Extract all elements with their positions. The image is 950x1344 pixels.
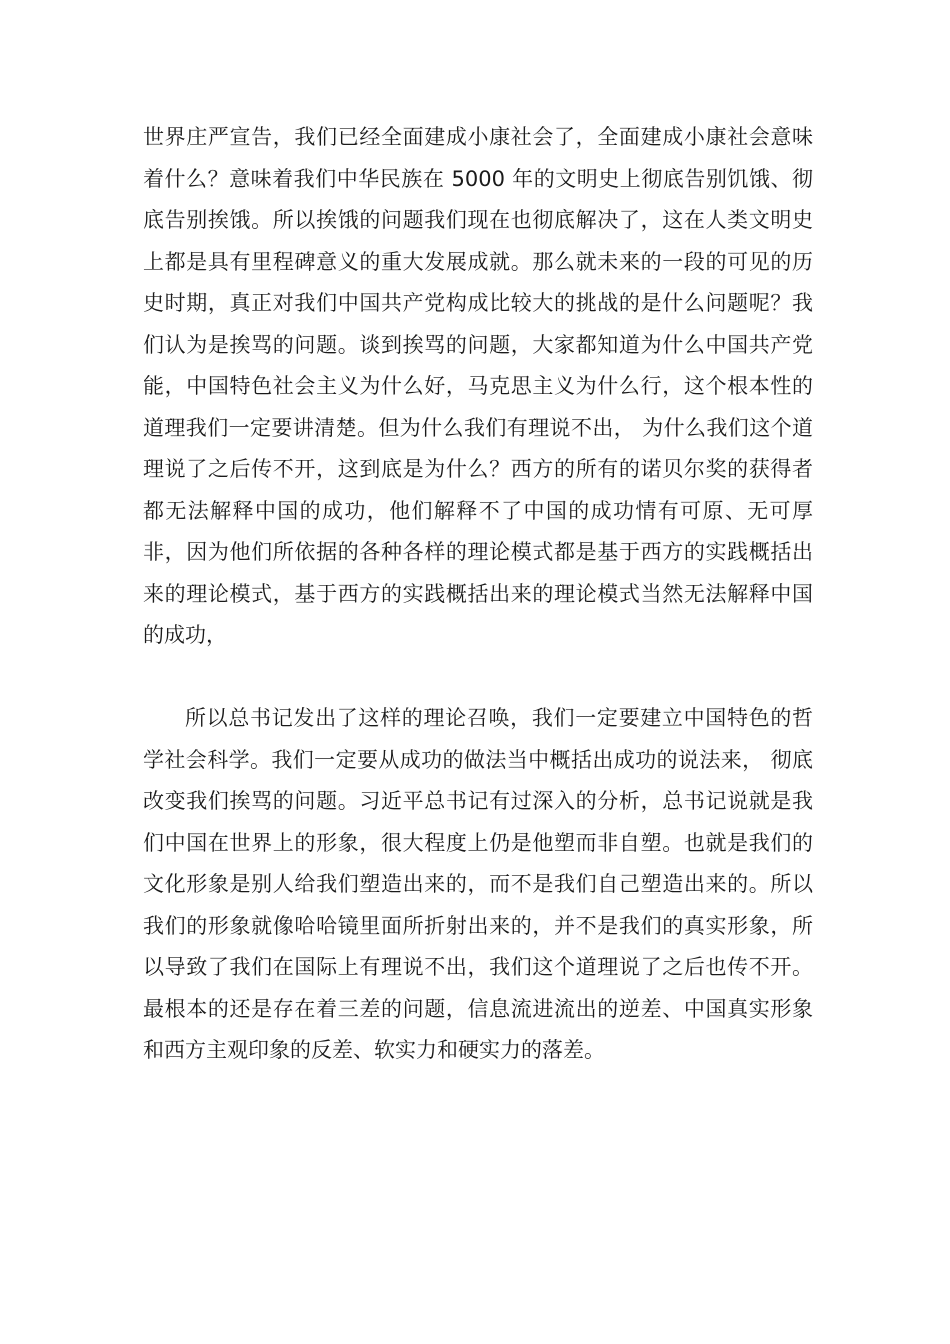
document-body	[143, 117, 813, 1072]
paragraph-1: 世界庄严宣告，我们已经全面建成小康社会了，全面建成小康社会意味着什么？意味着我们中华民族在 5000 年的文明史上彻底告别饥饿、彻底告别挨饿。所以挨饿的问题我们现在也彻底解决了，这在人类文明史上都是具有里程碑意义的重大发展成就。那么就未来的一段的可见的历史时期，真正对我们中国共产党构成比较大的挑战的是什么问题呢？我们认为是挨骂的问题。谈到挨骂的问题，大家都知道为什么中国共产党能，中国特色社会主义为什么好，马克思主义为什么行，这个根本性的道理我们一定要讲清楚。但为什么我们有理说不出， 为什么我们这个道理说了之后传不开，这到底是为什么？西方的所有的诺贝尔奖的获得者都无法解释中国的成功，他们解释不了中国的成功情有可原、无可厚非，因为他们所依据的各种各样的理论模式都是基于西方的实践概括出来的理论模式，基于西方的实践概括出来的理论模式当然无法解释中国的成功，	[143, 125, 813, 647]
paragraph-2: 所以总书记发出了这样的理论召唤，我们一定要建立中国特色的哲学社会科学。我们一定要从成功的做法当中概括出成功的说法来， 彻底改变我们挨骂的问题。习近平总书记有过深入的分析，总书记说就是我们中国在世界上的形象，很大程度上仍是他塑而非自塑。也就是我们的文化形象是别人给我们塑造出来的，而不是我们自己塑造出来的。所以我们的形象就像哈哈镜里面所折射出来的，并不是我们的真实形象，所以导致了我们在国际上有理说不出，我们这个道理说了之后也传不开。最根本的还是存在着三差的问题，信息流进流出的逆差、中国真实形象和西方主观印象的反差、软实力和硬实力的落差。	[143, 706, 813, 1062]
